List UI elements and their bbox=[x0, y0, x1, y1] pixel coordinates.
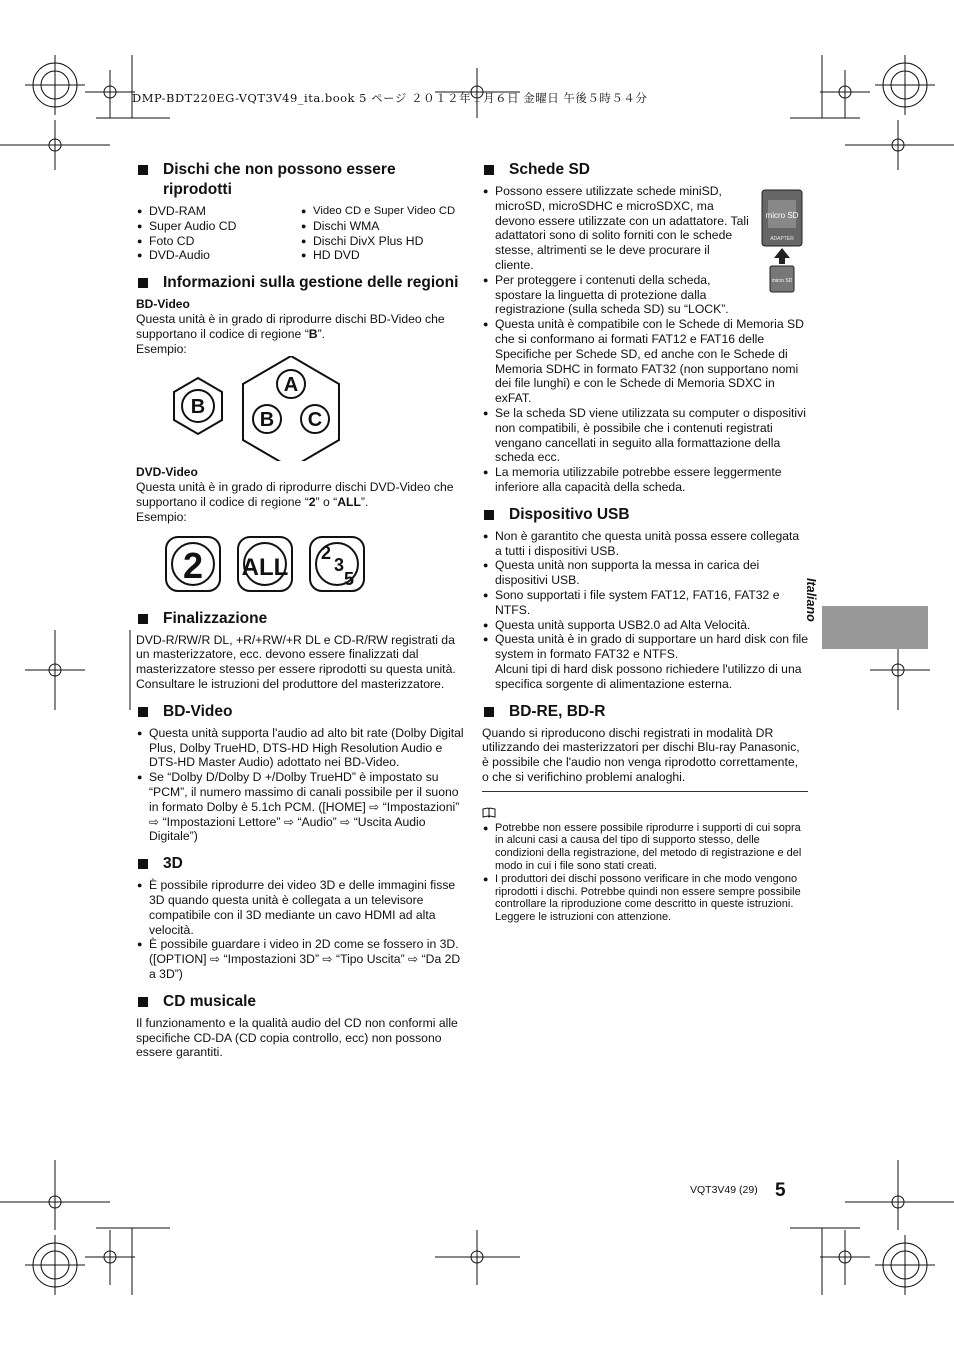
list-item: ● Super Audio CD bbox=[136, 219, 300, 234]
square-bullet-icon bbox=[138, 165, 148, 175]
list-item: ● La memoria utilizzabile potrebbe essere leggermente inferiore alla capacità della scheda. bbox=[482, 465, 808, 495]
list-item: ● Foto CD bbox=[136, 234, 300, 249]
language-side-tab bbox=[822, 606, 928, 649]
square-bullet-icon bbox=[484, 510, 494, 520]
list-item: ● Se la scheda SD viene utilizzata su computer o dispositivi non compatibili, è possibile che i contenuti registrati vengano cancellati in seguito alla formattazione della scheda ecc. bbox=[482, 406, 808, 465]
list-item: ● Dischi WMA bbox=[300, 219, 464, 234]
section-title: BD-Video bbox=[136, 702, 464, 722]
square-bullet-icon bbox=[484, 707, 494, 717]
bd-re-text: Quando si riproducono dischi registrati in modalità DR utilizzando dei masterizzatori per dischi Blu-ray Panasonic, è possibile che l'audio non venga riprodotto correttamente, o che si verifichino problemi analoghi. bbox=[482, 725, 800, 784]
section-bd-video bbox=[136, 702, 464, 844]
list-item: ● È possibile guardare i video in 2D come se fossero in 3D. ([OPTION] ⇨ “Impostazioni 3D” ⇨ “Tipo Uscita” ⇨ “Da 2D a 3D”) bbox=[136, 937, 464, 981]
language-side-label: Italiano bbox=[804, 578, 818, 622]
section-title: BD-RE, BD-R bbox=[482, 702, 808, 722]
section-finalization bbox=[136, 609, 464, 692]
unplayable-list-col2 bbox=[300, 204, 464, 263]
3d-list bbox=[136, 878, 464, 982]
square-bullet-icon bbox=[138, 859, 148, 869]
svg-text:micro SD: micro SD bbox=[765, 211, 799, 220]
bd-region-text: Questa unità è in grado di riprodurre dischi BD-Video che supportano il codice di regione “B”. bbox=[136, 311, 445, 341]
list-item: ● Se “Dolby D/Dolby D +/Dolby TrueHD” è impostato su “PCM”, il numero massimo di canali possibile per il suono in formato Dolby è 5.1ch PCM. ([HOME] ⇨ “Impostazioni” ⇨ “Impostazioni Lettore” ⇨ “Audio” ⇨ “Uscita Audio Digitale”) bbox=[136, 770, 464, 844]
list-item: ● Questa unità è compatibile con le Schede di Memoria SD che si conformano ai formati FAT12 e FAT16 delle Specifiche per Schede SD, ed anche con le Schede di Memoria SDHC in formato FAT32 (non supportano nomi dei file lunghi) e con le Schede di Memoria SDXC in exFAT. bbox=[482, 317, 808, 406]
list-item: ● Questa unità supporta l'audio ad alto bit rate (Dolby Digital Plus, Dolby TrueHD, DTS-HD High Resolution Audio e DTS-HD Master Audio) adottato nei BD-Video. bbox=[136, 726, 464, 770]
region-code-label: ALL bbox=[241, 553, 289, 581]
list-item: ● DVD-Audio bbox=[136, 248, 300, 263]
notes-list bbox=[482, 822, 808, 924]
square-bullet-icon bbox=[484, 165, 494, 175]
list-item: ● DVD-RAM bbox=[136, 204, 300, 219]
list-item: ● Sono supportati i file system FAT12, FAT16, FAT32 e NTFS. bbox=[482, 588, 808, 618]
finalization-text: DVD-R/RW/R DL, +R/+RW/+R DL e CD-R/RW registrati da un masterizzatore, ecc. devono essere finalizzati dal masterizzatore stesso per essere riprodotti su questa unità. Consultare le istruzioni del produttore del masterizzatore. bbox=[136, 632, 456, 691]
list-item: ● Non è garantito che questa unità possa essere collegata a tutti i dispositivi USB. bbox=[482, 529, 808, 559]
square-bullet-icon bbox=[138, 707, 148, 717]
usb-list bbox=[482, 529, 808, 662]
dvd-video-subtitle: DVD-Video bbox=[136, 465, 198, 480]
list-item: ● Potrebbe non essere possibile riprodurre i supporti di cui sopra in alcuni casi a causa del tipo di supporto stesso, delle condizioni della registrazione, del metodo di registrazione e del modo in cui i file sono stati creati. bbox=[482, 822, 808, 873]
region-code-label: B bbox=[190, 396, 206, 419]
list-item: ● Questa unità è in grado di supportare un hard disk con file system in formato FAT32 e NTFS. bbox=[482, 632, 808, 662]
dvd-region-icons bbox=[136, 531, 464, 599]
section-title: Informazioni sulla gestione delle regioni bbox=[136, 273, 464, 293]
notes-divider bbox=[482, 791, 808, 792]
svg-text:micro SD: micro SD bbox=[771, 278, 793, 284]
left-column bbox=[136, 160, 464, 1060]
section-3d bbox=[136, 854, 464, 982]
square-bullet-icon bbox=[138, 278, 148, 288]
book-icon bbox=[482, 807, 496, 818]
notes-section bbox=[482, 807, 808, 924]
region-code-label: A bbox=[283, 374, 299, 397]
list-item: ● Possono essere utilizzate schede miniSD, microSD, microSDHC e microSDXC, ma devono essere utilizzate con un adattatore. Tali adattatori sono di solito forniti con le schede stesse, altrimenti se le deve procurare il cliente. bbox=[482, 184, 808, 273]
footer-code: VQT3V49 (29) bbox=[690, 1184, 758, 1196]
region-code-label: C bbox=[307, 409, 323, 432]
list-item: ● Questa unità supporta USB2.0 ad Alta Velocità. bbox=[482, 618, 808, 633]
square-bullet-icon bbox=[138, 614, 148, 624]
region-code-label: 3 bbox=[333, 554, 345, 575]
section-title: Finalizzazione bbox=[136, 609, 464, 629]
list-item: ● Questa unità non supporta la messa in carica dei dispositivi USB. bbox=[482, 558, 808, 588]
usb-extra-text: Alcuni tipi di hard disk possono richiedere l'utilizzo di una specifica sorgente di alimentazione esterna. bbox=[495, 661, 802, 691]
square-bullet-icon bbox=[138, 997, 148, 1007]
svg-text:ADAPTER: ADAPTER bbox=[770, 236, 794, 242]
list-item: ● I produttori dei dischi possono verificare in che modo vengono riprodotti i dischi. Potrebbe quindi non essere sempre possibile controllare la riproduzione come descritto in queste istruzioni. Leggere le istruzioni con attenzione. bbox=[482, 873, 808, 924]
file-header-line: DMP-BDT220EG-VQT3V49_ita.book 5 ページ ２０１２年１月６日 金曜日 午後５時５４分 bbox=[132, 91, 648, 105]
list-item: ● HD DVD bbox=[300, 248, 464, 263]
section-bd-re-bd-r bbox=[482, 702, 808, 785]
section-title: Schede SD bbox=[482, 160, 808, 180]
list-item: ● Video CD e Super Video CD bbox=[300, 204, 464, 219]
unplayable-list bbox=[136, 204, 464, 263]
section-title: Dischi che non possono essere riprodotti bbox=[136, 160, 464, 200]
region-code-label: B bbox=[259, 409, 275, 432]
region-code-label: 5 bbox=[343, 568, 355, 589]
section-title: 3D bbox=[136, 854, 464, 874]
list-item: ● Per proteggere i contenuti della scheda, spostare la linguetta di protezione dalla registrazione (sulla scheda SD) su “LOCK”. bbox=[482, 273, 808, 317]
sd-cards-list bbox=[482, 184, 808, 495]
bd-region-icons bbox=[136, 356, 464, 461]
section-region-management bbox=[136, 273, 464, 598]
bd-example-label: Esempio: bbox=[136, 341, 187, 356]
bd-video-list bbox=[136, 726, 464, 844]
section-music-cd bbox=[136, 992, 464, 1060]
list-item: ● Dischi DivX Plus HD bbox=[300, 234, 464, 249]
page-number: 5 bbox=[775, 1180, 786, 1201]
section-title: Dispositivo USB bbox=[482, 505, 808, 525]
list-item: ● È possibile riprodurre dei video 3D e delle immagini fisse 3D quando questa unità è collegata a un televisore compatibile con il 3D mediante un cavo HDMI ad alta velocità. bbox=[136, 878, 464, 937]
dvd-region-text: Questa unità è in grado di riprodurre dischi DVD-Video che supportano il codice di regione “2” o “ALL”. bbox=[136, 480, 454, 509]
right-column bbox=[482, 160, 808, 924]
region-code-label: 2 bbox=[320, 542, 332, 563]
region-code-label: 2 bbox=[182, 544, 204, 586]
dvd-example-label: Esempio: bbox=[136, 509, 187, 524]
section-sd-cards bbox=[482, 160, 808, 495]
section-title: CD musicale bbox=[136, 992, 464, 1012]
bd-video-subtitle: BD-Video bbox=[136, 297, 190, 312]
section-usb-device bbox=[482, 505, 808, 692]
unplayable-list-col1 bbox=[136, 204, 300, 263]
section-unplayable-discs bbox=[136, 160, 464, 263]
music-cd-text: Il funzionamento e la qualità audio del CD non conformi alle specifiche CD-DA (CD copia controllo, ecc) non possono essere garantiti. bbox=[136, 1015, 458, 1060]
